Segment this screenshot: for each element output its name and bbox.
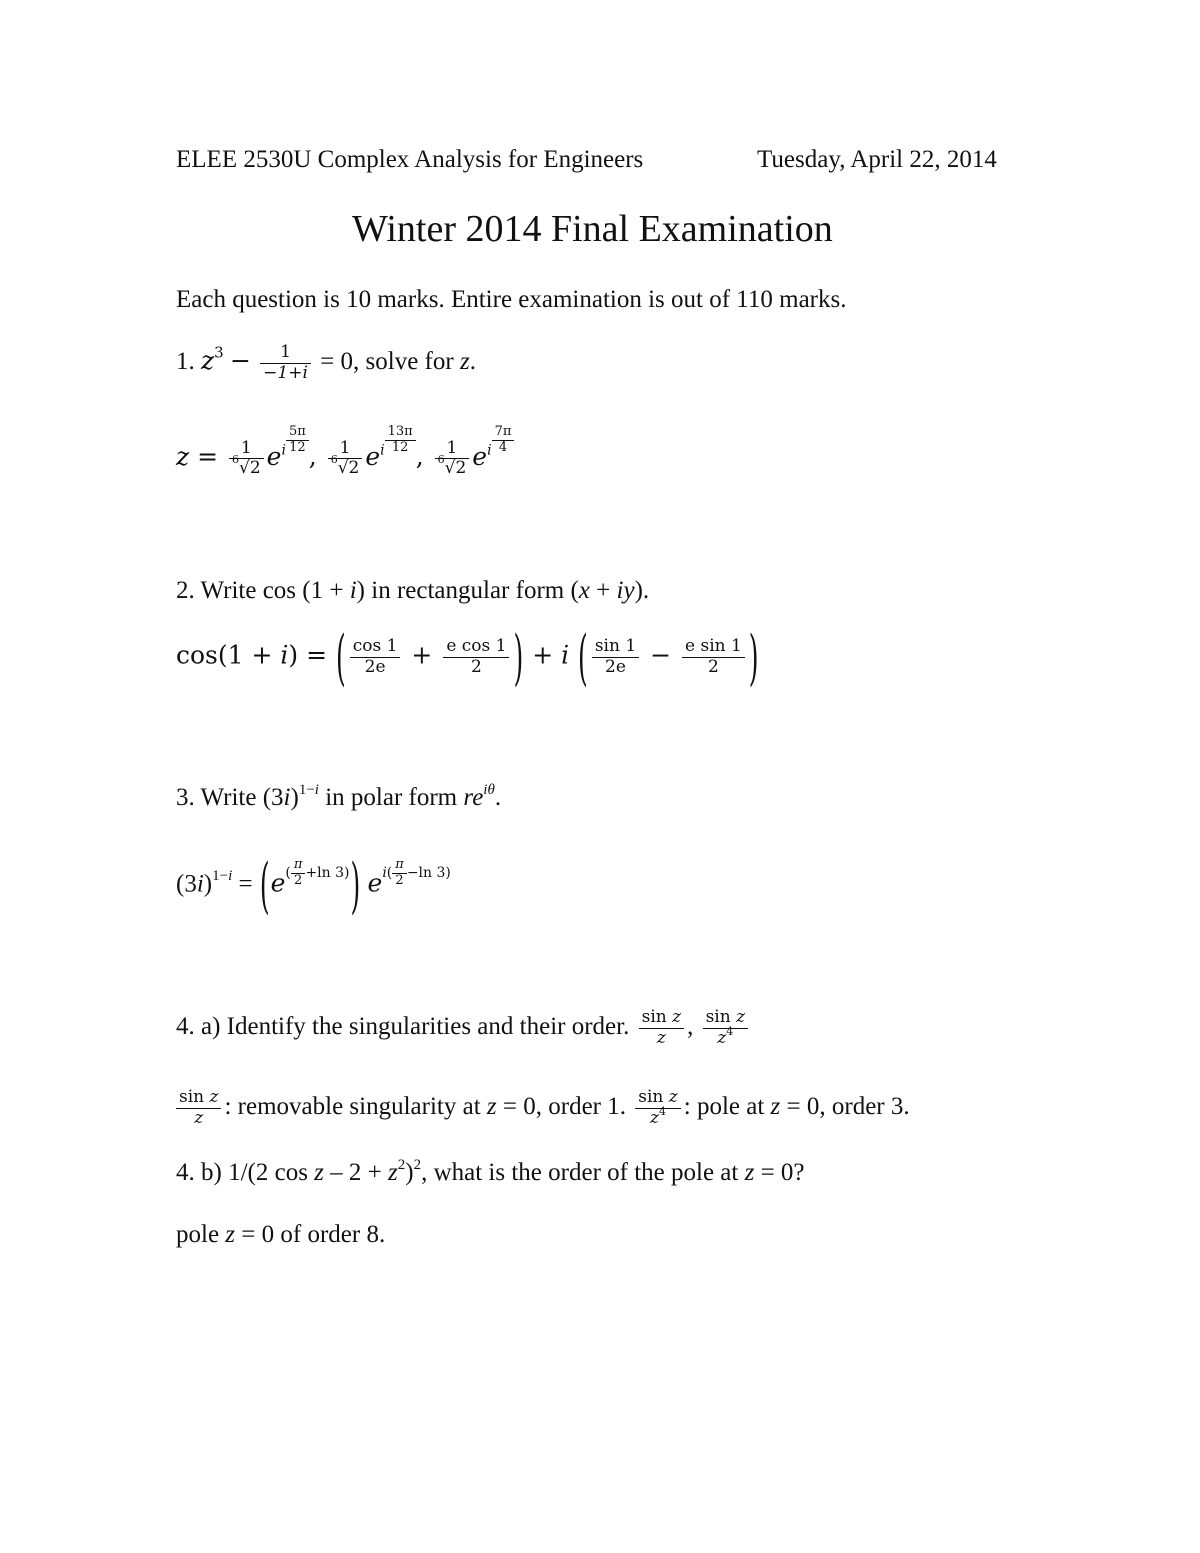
instructions: Each question is 10 marks. Entire examination is out of 110 marks. [176, 286, 847, 313]
answer-2: cos(1 + i) = ( $\frac{\cos 1}{2e}$ + $\frac{\text{e cos 1}}{2}$ ) + i ( $\frac{\sin 1}{2e}$ − $\frac{\text{e sin 1}}{2}$ ) [176, 622, 759, 692]
question-1-fraction: $\frac{1}{-1+i}$ [260, 343, 311, 383]
question-4a: 4. a) Identify the singularities and their order. $\frac{\text{sin z}}{z}$ , $\frac{\text{sin z}}{z^4}$ [176, 1008, 751, 1048]
question-4b: 4. b) 1/(2 $\cos z - 2 + z^2)^2$, what is the order of the pole at z = 0? [176, 1156, 805, 1186]
page-title: Winter 2014 Final Examination [352, 208, 833, 250]
answer-4a: $\frac{\text{sin z}}{z}$ : removable singularity at z = 0, order 1. $\frac{\text{sin z}}{z^4}$ : pole at z = 0, order 3. [176, 1088, 910, 1128]
answer-4b: pole z = 0 of order 8. [176, 1221, 386, 1248]
course-name: ELEE 2530U Complex Analysis for Engineers [176, 146, 644, 173]
question-1: 1. $z^3$ − $\frac{1}{-1+i}$ = 0, solve for z. [176, 342, 476, 383]
answer-1: z = $\frac{1}{^6√2}$ $e^i$ $\frac{5\pi}{12}$ , $\frac{1}{^6√2}$ $e^i$ $\frac{13\pi}{12}$ , $\frac{1}{^6√2}$ $e^i$ $\frac{7\pi}{4}$ [176, 425, 514, 479]
answer-3: $(3i)^{1-i} = (e^{( \frac{\pi}{2} +ln 3)})$ $e^{i( \frac{\pi}{2} -ln 3)}$ [176, 850, 451, 921]
exam-date: Tuesday, April 22, 2014 [757, 146, 997, 173]
question-2: 2. Write cos (1 + i) in rectangular form (x + iy). [176, 577, 650, 604]
question-1-number: 1. [176, 347, 195, 375]
question-3: 3. Write $(3i)^{1-i}$ in polar form $re^{i\theta}$. [176, 781, 502, 811]
